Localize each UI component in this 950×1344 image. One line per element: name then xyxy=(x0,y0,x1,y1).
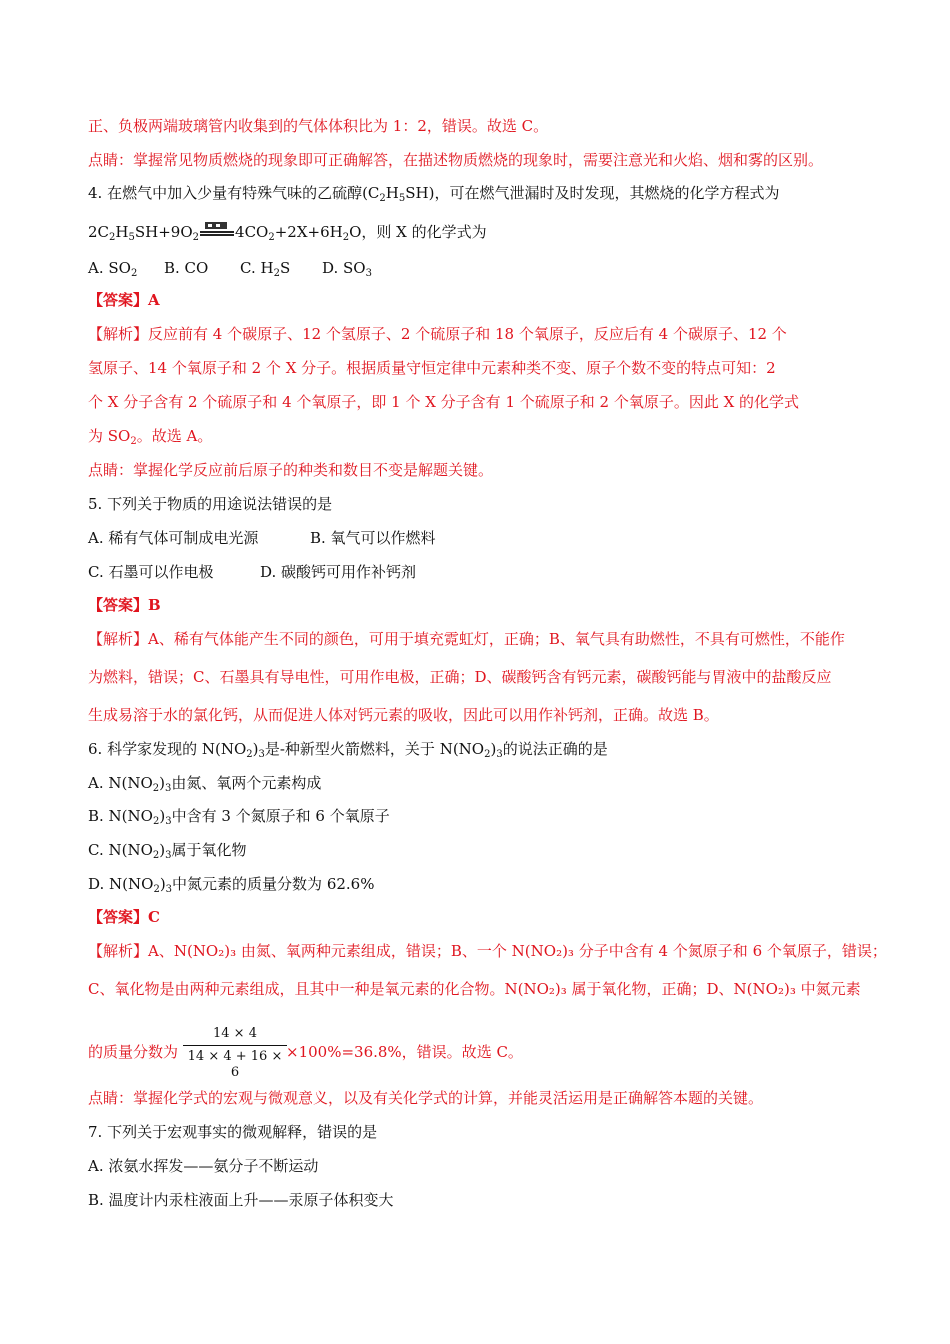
q5-explanation-2: 为燃料，错误；C、石墨具有导电性，可用作电极，正确；D、碳酸钙含有钙元素，碳酸钙能与胃液中的盐酸反应 xyxy=(88,668,832,686)
q5-options-row1: A. 稀有气体可制成电光源 B. 氧气可以作燃料 xyxy=(88,529,436,547)
q5-options-row2: C. 石墨可以作电极 D. 碳酸钙可用作补钙剂 xyxy=(88,563,417,581)
fraction-bar xyxy=(183,1045,287,1046)
q5-explanation-1: 【解析】A、稀有气体能产生不同的颜色，可用于填充霓虹灯，正确；B、氧气具有助燃性，不具有可燃性，不能作 xyxy=(88,630,845,648)
q4-options: A. $SO_2$ B. CO C. $H_2S$ D. $SO_3$ xyxy=(88,259,372,279)
q6-option-a: A. $N(NO_2)_3$由氮、氧两个元素构成 xyxy=(88,774,322,794)
q4-explanation-1: 【解析】反应前有 4 个碳原子、12 个氢原子、2 个硫原子和 18 个氧原子，反应后有 4 个碳原子、12 个 xyxy=(88,325,787,343)
q5-answer: 【答案】B xyxy=(88,596,161,614)
q4-explanation-2: 氢原子、14 个氧原子和 2 个 X 分子。根据质量守恒定律中元素种类不变、原子个数不变的特点可知：2 xyxy=(88,359,776,377)
fraction-numerator: 14 × 4 xyxy=(213,1026,257,1041)
q4-explanation-4: 为 $SO_2$。故选 A。 xyxy=(88,427,213,447)
q7-option-a: A. 浓氨水挥发——氨分子不断运动 xyxy=(88,1157,319,1175)
q7-stem: 7. 下列关于宏观事实的微观解释，错误的是 xyxy=(88,1123,378,1141)
q6-explanation-3: 的质量分数为 ×100%=36.8%，错误。故选 C。 xyxy=(88,1043,523,1061)
mass-fraction-formula xyxy=(183,1026,287,1081)
text-line: 正、负极两端玻璃管内收集到的气体体积比为 1：2，错误。故选 C。 xyxy=(88,117,549,135)
q6-option-d: D. $N(NO_2)_3$中氮元素的质量分数为 62.6% xyxy=(88,875,375,895)
q4-equation: $2C_2H_5SH+9O_2$ $4CO_2+2X+6H_2O$，则 X 的化学式为 xyxy=(88,223,487,243)
q6-tip: 点睛：掌握化学式的宏观与微观意义，以及有关化学式的计算，并能灵活运用是正确解答本题的关键。 xyxy=(88,1089,764,1107)
q5-explanation-3: 生成易溶于水的氯化钙，从而促进人体对钙元素的吸收，因此可以用作补钙剂，正确。故选 B。 xyxy=(88,706,719,724)
q6-explanation-1: 【解析】A、N(NO₂)₃ 由氮、氧两种元素组成，错误；B、一个 N(NO₂)₃ 分子中含有 4 个氮原子和 6 个氧原子，错误； xyxy=(88,942,887,960)
fraction-denominator: 14 × 4 + 16 × 6 xyxy=(187,1049,283,1080)
tip-line: 点睛：掌握常见物质燃烧的现象即可正确解答，在描述物质燃烧的现象时，需要注意光和火焰、烟和雾的区别。 xyxy=(88,151,824,169)
q4-answer: 【答案】A xyxy=(88,291,160,309)
q7-option-b: B. 温度计内汞柱液面上升——汞原子体积变大 xyxy=(88,1191,394,1209)
q6-stem: 6. 科学家发现的 $N(NO_2)_3$是-种新型火箭燃料，关于 $N(NO_2)_3$的说法正确的是 xyxy=(88,740,608,760)
q6-option-b: B. $N(NO_2)_3$中含有 3 个氮原子和 6 个氧原子 xyxy=(88,807,390,827)
q6-option-c: C. $N(NO_2)_3$属于氧化物 xyxy=(88,841,247,861)
q4-stem: 4. 在燃气中加入少量有特殊气味的乙硫醇$(C_2H_5SH)$，可在燃气泄漏时及时发现，其燃烧的化学方程式为 xyxy=(88,184,780,204)
reaction-condition-arrow-icon xyxy=(199,221,235,244)
q6-explanation-2: C、氧化物是由两种元素组成，且其中一种是氧元素的化合物。N(NO₂)₃ 属于氧化物，正确；D、N(NO₂)₃ 中氮元素 xyxy=(88,980,861,998)
q6-answer: 【答案】C xyxy=(88,908,160,926)
q5-stem: 5. 下列关于物质的用途说法错误的是 xyxy=(88,495,333,513)
q4-explanation-3: 个 X 分子含有 2 个硫原子和 4 个氧原子，即 1 个 X 分子含有 1 个硫原子和 2 个氧原子。因此 X 的化学式 xyxy=(88,393,800,411)
q4-tip: 点睛：掌握化学反应前后原子的种类和数目不变是解题关键。 xyxy=(88,461,494,479)
